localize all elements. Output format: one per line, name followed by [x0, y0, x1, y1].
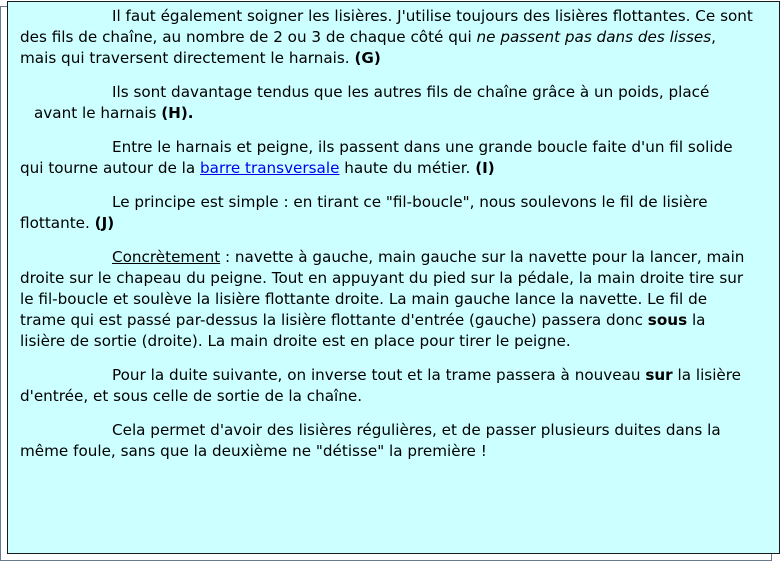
paragraph-principle: Le principe est simple : en tirant ce "fil-boucle", nous soulevons le fil de lisière flottante. (J) — [20, 193, 708, 232]
paragraph-conclusion: Cela permet d'avoir des lisières régulières, et de passer plusieurs duites dans la même foule, sans que la deuxième ne "détisse" la première ! — [20, 421, 721, 460]
paragraph-selvedges: Il faut également soigner les lisières. J'utilise toujours des lisières flottantes. Ce sont des fils de chaîne, au nombre de 2 ou 3 de chaque côté qui ne passent pas dans des lisses, mais qui traversent directement le harnais. (G) — [20, 7, 753, 67]
paragraph-concretely: Concrètement : navette à gauche, main gauche sur la navette pour la lancer, main droite sur le chapeau du peigne. Tout en appuyant du pied sur la pédale, la main droite tire sur le fil-boucle et soulève la lisière flottante droite. La main gauche lance la navette. Le fil de trame qui est passé par-dessus la lisière flottante d'entrée (gauche) passera donc sous la lisière de sortie (droite). La main droite est en place pour tirer le peigne. — [20, 248, 745, 350]
paragraph-tension: Ils sont davantage tendus que les autres fils de chaîne grâce à un poids, placé avant le harnais (H). — [34, 83, 710, 122]
bold-sur: sur — [645, 366, 673, 384]
paragraph-next-pick: Pour la duite suivante, on inverse tout et la trame passera à nouveau sur la lisière d'entrée, et sous celle de sortie de la chaîne. — [20, 366, 742, 405]
figure-ref-i: (I) — [475, 159, 495, 177]
document-content — [20, 6, 755, 475]
paragraph-loop: Entre le harnais et peigne, ils passent dans une grande boucle faite d'un fil solide qui tourne autour de la barre transversale haute du métier. (I) — [20, 138, 733, 177]
underlined-term: Concrètement — [112, 248, 221, 266]
bold-sous: sous — [647, 311, 688, 329]
figure-ref-j: (J) — [94, 214, 115, 232]
figure-ref-g: (G) — [354, 49, 381, 67]
italic-phrase: ne passent pas dans des lisses — [476, 28, 712, 46]
link-barre-transversale[interactable]: barre transversale — [200, 159, 340, 177]
figure-ref-h: (H). — [161, 104, 194, 122]
